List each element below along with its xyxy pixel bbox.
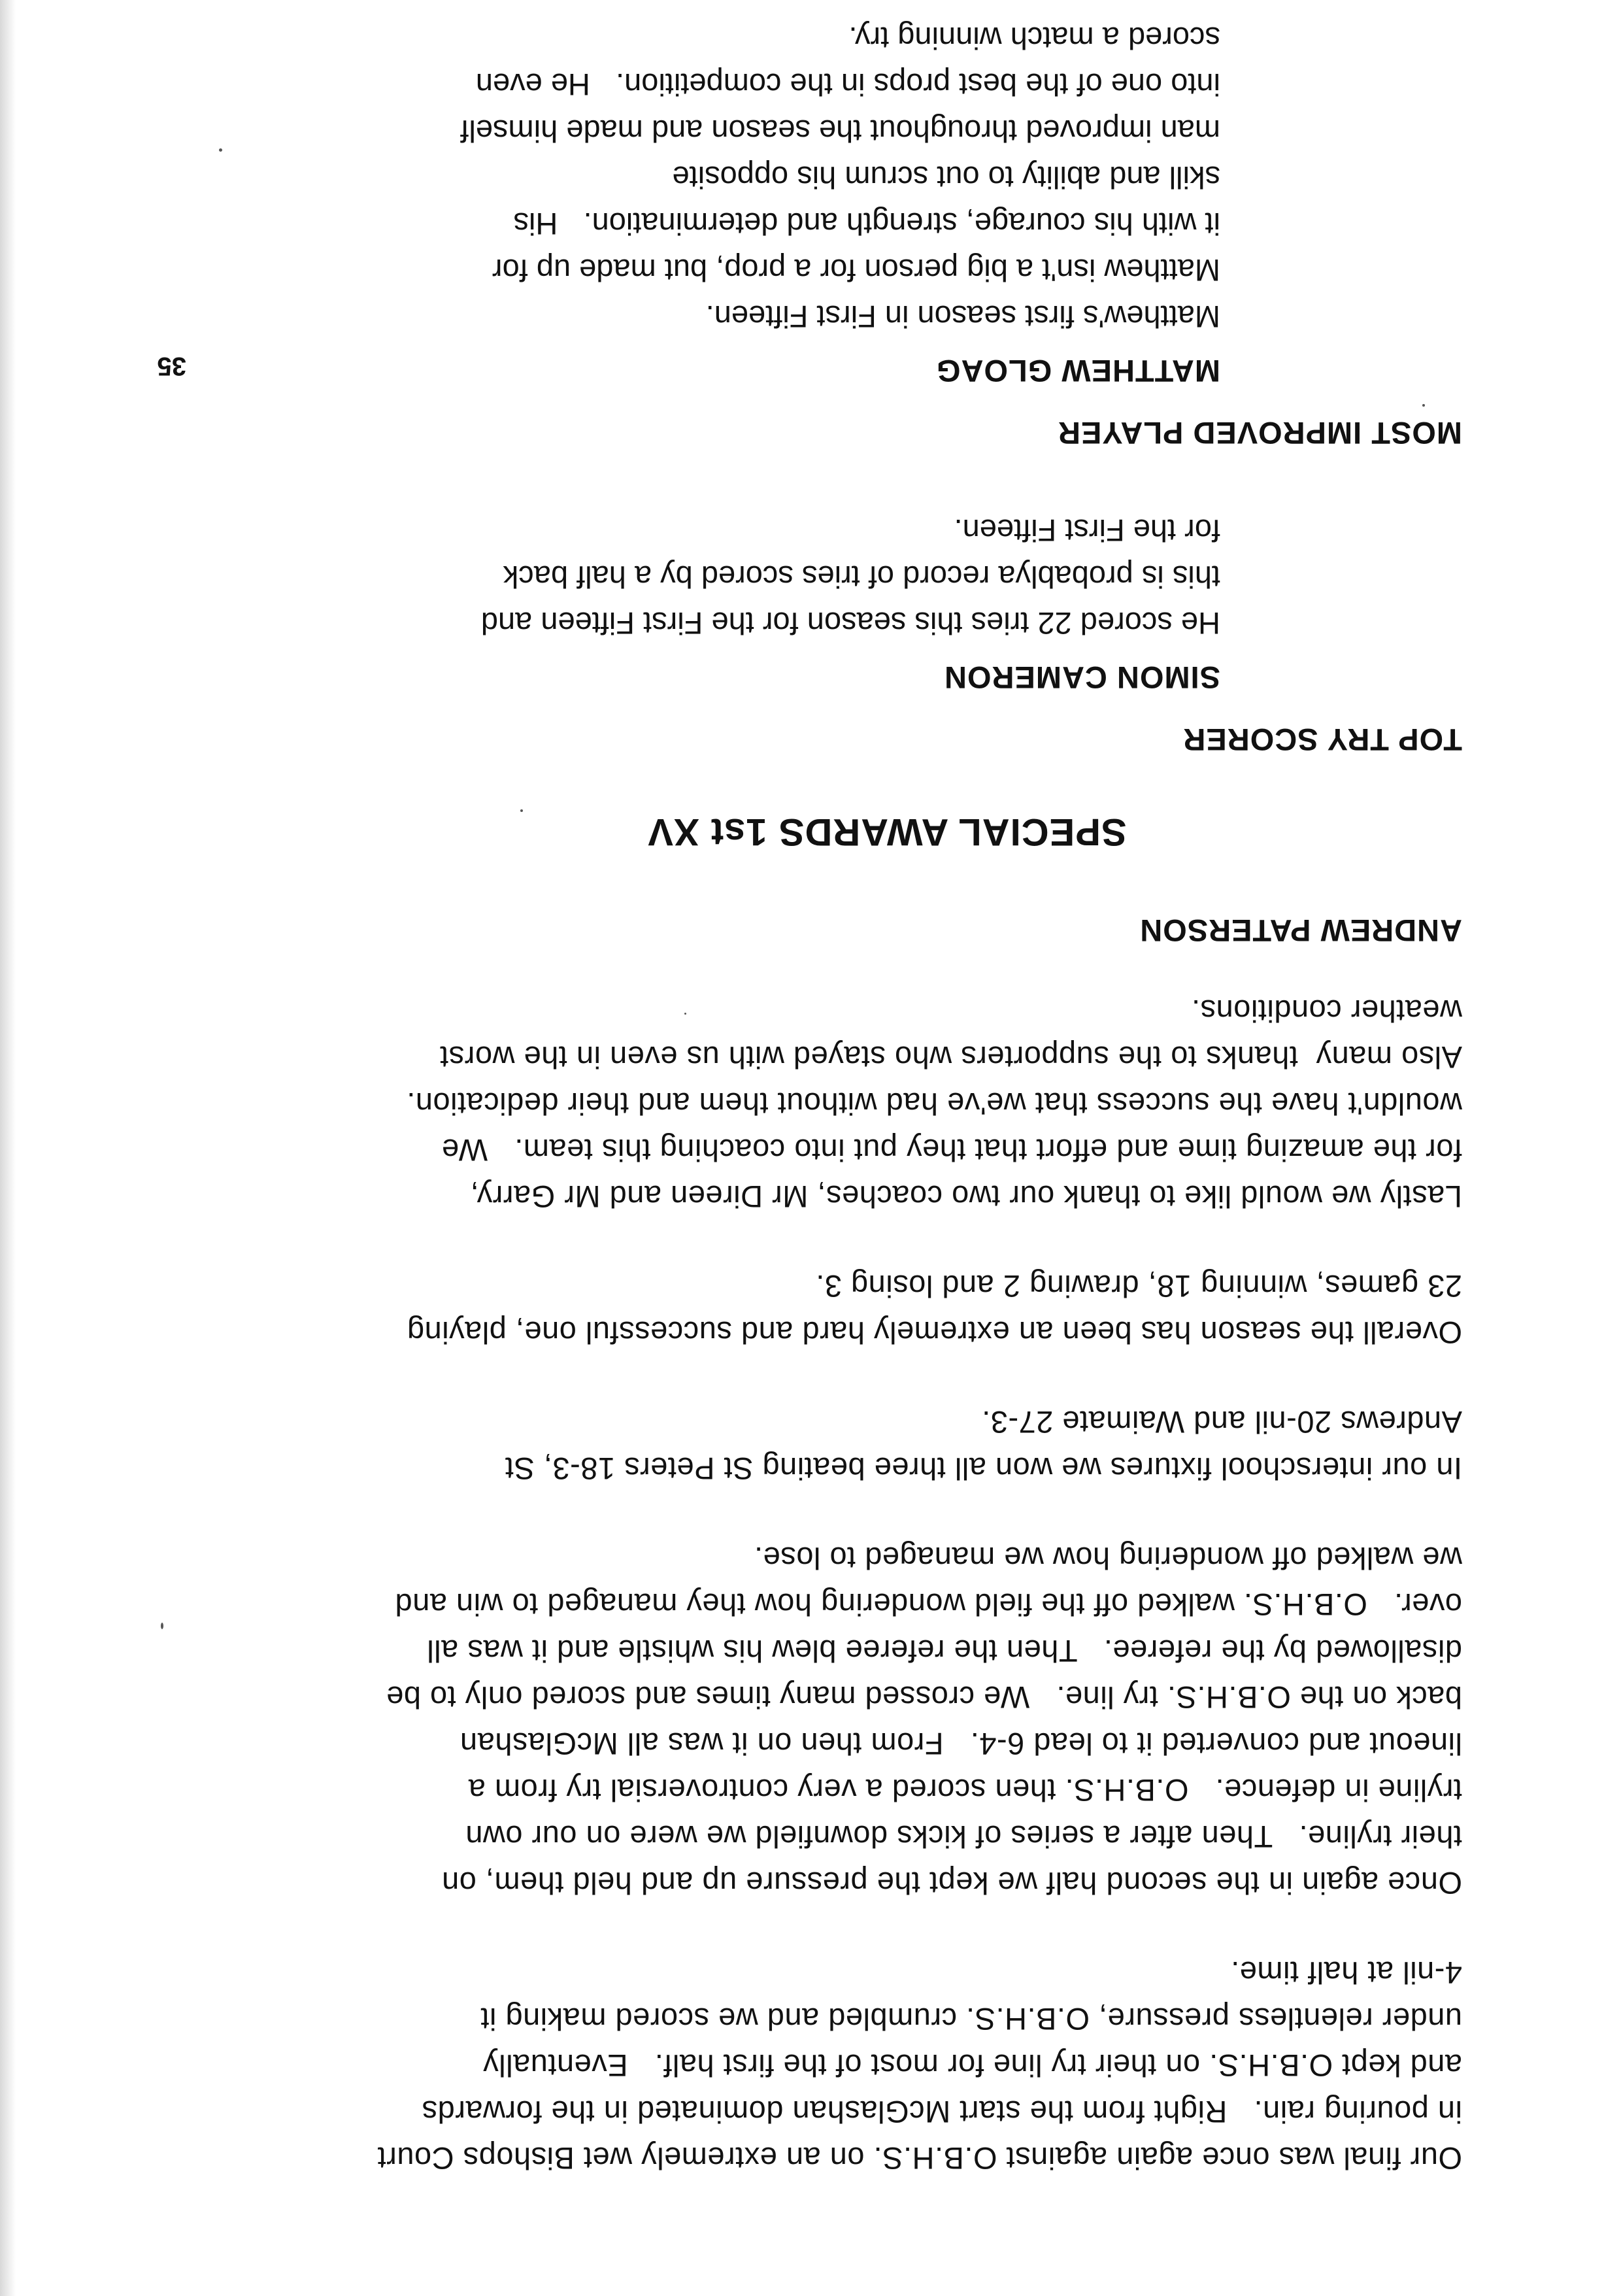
text-line: Overall the season has been an extremely hard and successful one, playing [407, 1315, 1462, 1350]
scan-speck [1422, 404, 1425, 407]
text-line: Andrews 20-nil and Waimate 27-3. [981, 1405, 1462, 1440]
section-title: SPECIAL AWARDS 1st XV [647, 811, 1127, 853]
text-line: disallowed by the referee. Then the referee blew his whistle and it was all [426, 1634, 1462, 1668]
text-line: under relentless pressure, O.B.H.S. crumbled and we scored making it [480, 2002, 1462, 2036]
text-line: back on the O.B.H.S. try line. We crossed many times and scored only to be [386, 1680, 1462, 1715]
award-name-most-improved: MATTHEW GLOAG [935, 354, 1220, 388]
author-name: ANDREW PATERSON [1139, 913, 1462, 948]
text-line: over. O.B.H.S. walked off the field wondering how they managed to win and [395, 1587, 1462, 1622]
scan-speck [520, 809, 523, 812]
text-line: this is probablya record of tries scored by a half back [503, 560, 1220, 594]
text-line: tryline in defence. O.B.H.S. then scored a very controversial try from a [468, 1773, 1462, 1808]
scan-speck [161, 1623, 163, 1629]
award-heading-most-improved: MOST IMPROVED PLAYER [1058, 416, 1462, 450]
text-line: man improved throughout the season and made himself [460, 114, 1220, 148]
text-line: scored a match winning try. [848, 21, 1220, 56]
text-line: Once again in the second half we kept the pressure up and held them, on [441, 1866, 1462, 1900]
article-body [155, 0, 1462, 2182]
text-line: Our final was once again against O.B.H.S. on an extremely wet Bishops Court [377, 2141, 1462, 2176]
text-line: their tryline. Then after a series of kicks downfield we were on our own [465, 1819, 1462, 1854]
award-text-most-improved [155, 15, 1220, 340]
award-text-top-try-scorer [155, 507, 1220, 647]
text-line: for the amazing time and effort that they put into coaching this team. We [441, 1133, 1462, 1168]
award-heading-top-try-scorer: TOP TRY SCORER [1182, 722, 1462, 757]
text-line: Lastly we would like to thank our two coaches, Mr Direen and Mr Garry, [470, 1179, 1462, 1214]
scan-speck [219, 148, 222, 152]
text-line: we walked off wondering how we managed to lose. [754, 1541, 1462, 1576]
text-line: Also many thanks to the supporters who stayed with us even in the worst [439, 1040, 1462, 1075]
scan-speck [684, 1013, 686, 1015]
text-line: and kept O.B.H.S. on their try line for most of the first half. Eventually [482, 2048, 1462, 2083]
text-line: lineout and converted it to lead 6-4. From then on it was all McGlashan [460, 1727, 1462, 1761]
text-line: skill and ability to out scrum his opposite [672, 160, 1220, 195]
paragraph-season-summary [155, 1263, 1462, 1356]
text-line: 23 games, winning 18, drawing 2 and losing 3. [815, 1269, 1462, 1304]
text-line: Matthew isn't a big person for a prop, but made up for [492, 253, 1220, 288]
paragraph-second-half [155, 1535, 1462, 1906]
text-line: Matthew's first season in First Fifteen. [705, 299, 1220, 334]
text-line: He scored 22 tries this season for the First Fifteen and [480, 606, 1220, 641]
text-line: into one of the best props in the competition. He even [475, 67, 1220, 102]
paragraph-final-match [155, 1950, 1462, 2182]
text-line: it with his courage, strength and determination. His [513, 207, 1220, 241]
paragraph-interschool [155, 1399, 1462, 1492]
paragraph-thanks [155, 988, 1462, 1220]
text-line: in pouring rain. Right from the start McGlashan dominated in the forwards [422, 2095, 1462, 2129]
text-line: for the First Fifteen. [954, 513, 1220, 548]
text-line: In our interschool fixtures we won all three beating St Peters 18-3, St [505, 1451, 1462, 1486]
text-line: weather conditions. [1191, 994, 1462, 1028]
award-name-top-try-scorer: SIMON CAMERON [944, 660, 1220, 695]
text-line: 4-nil at half time. [1230, 1955, 1462, 1990]
page-number: 35 [157, 352, 186, 380]
scan-edge-shadow [0, 0, 16, 2296]
text-line: wouldn't have the success that we've had without them and their dedication. [406, 1087, 1462, 1121]
